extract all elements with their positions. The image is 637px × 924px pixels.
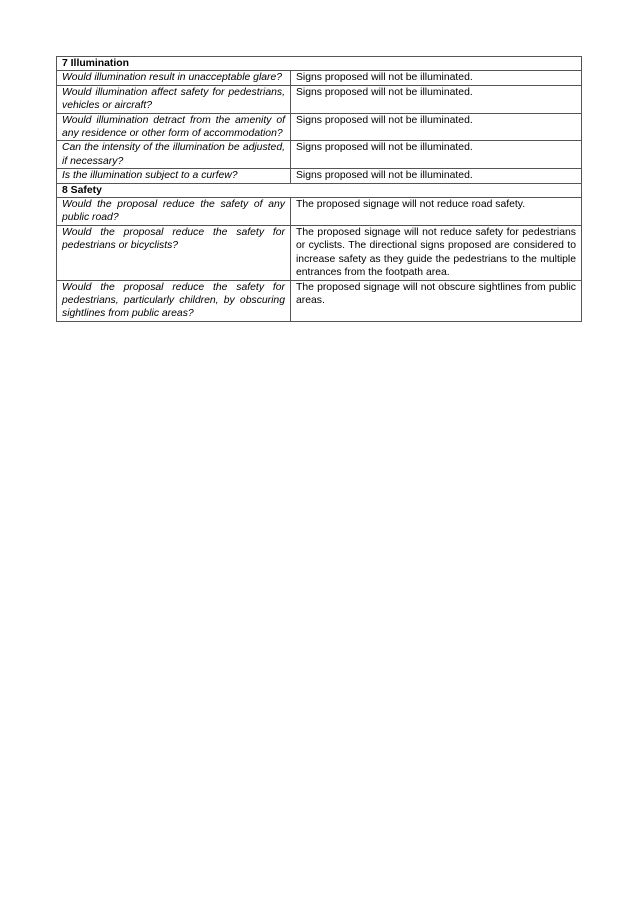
answer-cell: Signs proposed will not be illuminated.: [291, 113, 582, 141]
answer-cell: The proposed signage will not obscure sightlines from public areas.: [291, 280, 582, 321]
table-row: [57, 225, 582, 280]
table-row: [57, 280, 582, 321]
table-row: [57, 71, 582, 85]
question-cell: Can the intensity of the illumination be adjusted, if necessary?: [57, 141, 291, 169]
question-cell: Would illumination affect safety for pedestrians, vehicles or aircraft?: [57, 85, 291, 113]
section-title: 8 Safety: [57, 183, 582, 197]
table-row: [57, 198, 582, 226]
section-title: 7 Illumination: [57, 57, 582, 71]
assessment-table: [56, 56, 582, 322]
section-heading-illumination: [57, 57, 582, 71]
table-row: [57, 113, 582, 141]
table-row: [57, 141, 582, 169]
question-cell: Would the proposal reduce the safety for pedestrians, particularly children, by obscuring sightlines from public areas?: [57, 280, 291, 321]
answer-cell: The proposed signage will not reduce road safety.: [291, 198, 582, 226]
answer-cell: The proposed signage will not reduce safety for pedestrians or cyclists. The directional signs proposed are considered to increase safety as they guide the pedestrians to the multiple entrances from the footpath area.: [291, 225, 582, 280]
table-row: [57, 169, 582, 183]
answer-cell: Signs proposed will not be illuminated.: [291, 71, 582, 85]
answer-cell: Signs proposed will not be illuminated.: [291, 169, 582, 183]
question-cell: Would the proposal reduce the safety of any public road?: [57, 198, 291, 226]
table-row: [57, 85, 582, 113]
answer-cell: Signs proposed will not be illuminated.: [291, 85, 582, 113]
question-cell: Would illumination result in unacceptable glare?: [57, 71, 291, 85]
section-heading-safety: [57, 183, 582, 197]
answer-cell: Signs proposed will not be illuminated.: [291, 141, 582, 169]
question-cell: Is the illumination subject to a curfew?: [57, 169, 291, 183]
question-cell: Would the proposal reduce the safety for pedestrians or bicyclists?: [57, 225, 291, 280]
question-cell: Would illumination detract from the amenity of any residence or other form of accommodation?: [57, 113, 291, 141]
